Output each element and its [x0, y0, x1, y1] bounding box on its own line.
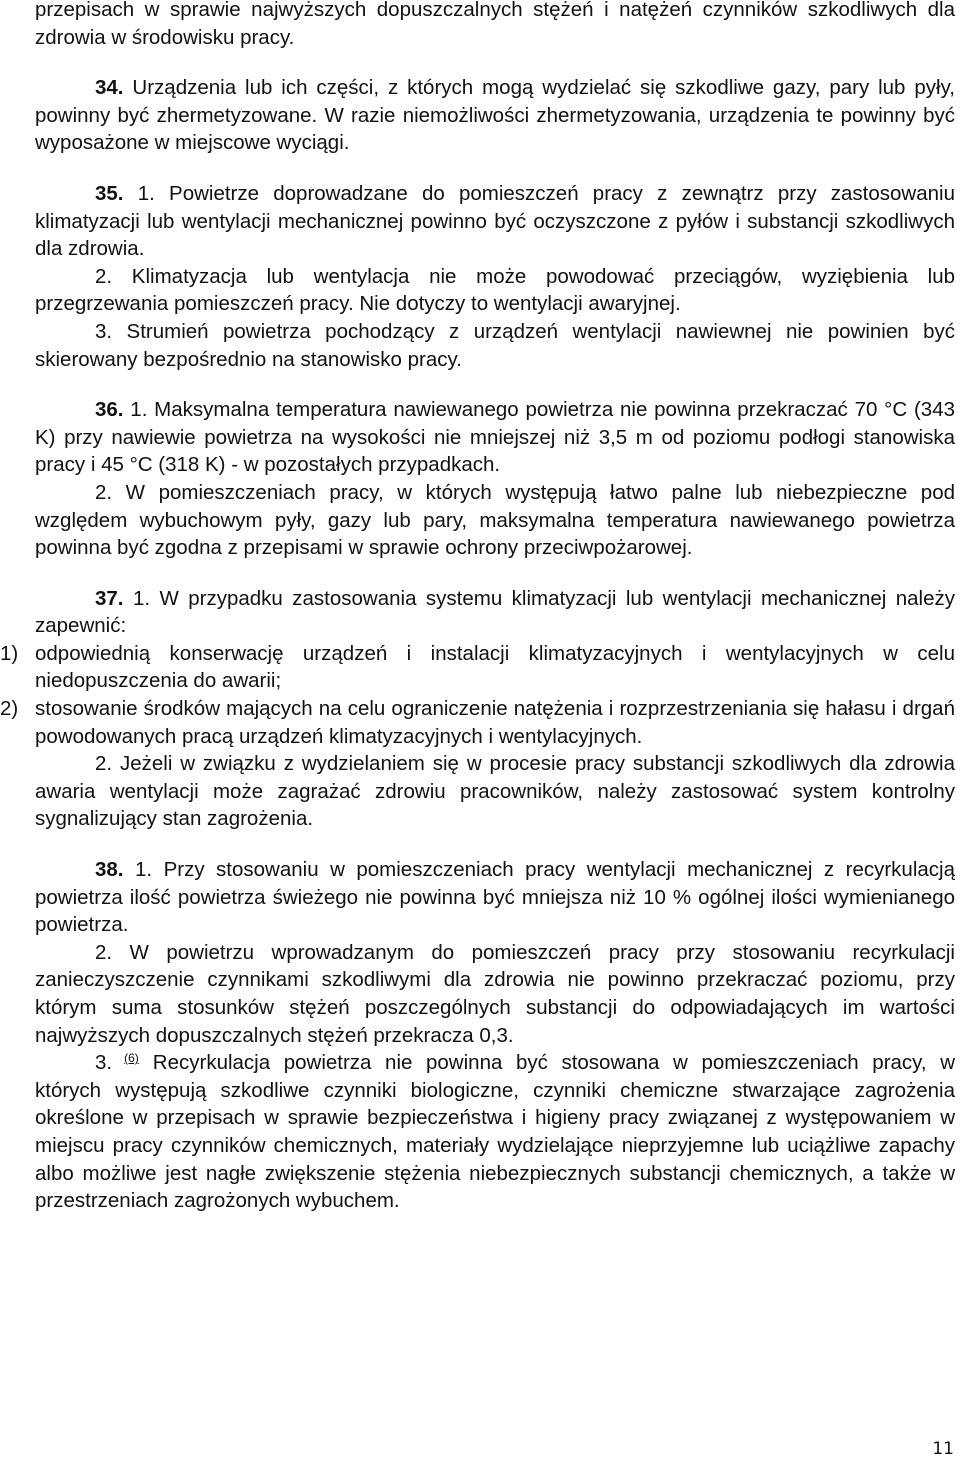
section-36-p1-text: 1. Maksymalna temperatura nawiewanego powietrza nie powinna przekraczać 70 °C (343 K) przy nawiewie powietrza na wysokości nie mniejszej niż 3,5 m od poziomu podłogi stanowiska pracy i 45 °C (318 K) - w pozostałych przypadkach.	[35, 398, 955, 477]
section-35-p2: 2. Klimatyzacja lub wentylacja nie może powodować przeciągów, wyziębienia lub przegrzewania pomieszczeń pracy. Nie dotyczy to wentylacji awaryjnej.	[35, 264, 955, 316]
section-36-number: 36.	[95, 398, 124, 422]
list-item	[0, 640, 955, 695]
section-36-p1	[35, 396, 955, 479]
section-38-p3	[35, 1049, 955, 1215]
section-38-p3-text: Recyrkulacja powietrza nie powinna być stosowana w pomieszczeniach pracy, w których występują szkodliwe czynniki biologiczne, czynniki chemiczne stwarzające zagrożenia określone w przepisach w sprawie bezpieczeństwa i higieny pracy związanej z występowaniem w miejscu pracy czynników chemicznych, materiały wydzielające nieprzyjemne lub uciążliwe zapachy albo możliwe jest nagłe zwiększenie stężenia niebezpiecznych substancji chemicznych, a także w przestrzeniach zagrożonych wybuchem.	[35, 1051, 955, 1213]
section-34	[35, 74, 955, 157]
list-item-text: odpowiednią konserwację urządzeń i instalacji klimatyzacyjnych i wentylacyjnych w celu niedopuszczenia do awarii;	[35, 641, 955, 693]
intro-fragment: przepisach w sprawie najwyższych dopuszczalnych stężeń i natężeń czynników szkodliwych dla zdrowia w środowisku pracy.	[35, 0, 955, 49]
list-marker: 1)	[0, 641, 19, 665]
section-35-p1	[35, 180, 955, 263]
section-34-text: Urządzenia lub ich części, z których mogą wydzielać się szkodliwe gazy, pary lub pyły, powinny być zhermetyzowane. W razie niemożliwości zhermetyzowania, urządzenia te powinny być wyposażone w miejscowe wyciągi.	[35, 76, 955, 155]
list-item-text: stosowanie środków mających na celu ograniczenie natężenia i rozprzestrzeniania się hałasu i drgań powodowanych pracą urządzeń klimatyzacyjnych i wentylacyjnych.	[35, 697, 955, 748]
section-38-p1	[35, 856, 955, 939]
footnote-reference[interactable]: (6)	[124, 1051, 139, 1066]
section-35-number: 35.	[95, 181, 124, 205]
section-37-p1	[35, 585, 955, 640]
section-37-number: 37.	[95, 586, 124, 610]
section-35-p1-text: 1. Powietrze doprowadzane do pomieszczeń pracy z zewnątrz przy zastosowaniu klimatyzacji lub wentylacji mechanicznej powinno być oczyszczone z pyłów i substancji szkodliwych dla zdrowia.	[35, 181, 955, 261]
section-37-p2: 2. Jeżeli w związku z wydzielaniem się w procesie pracy substancji szkodliwych dla zdrowia awaria wentylacji może zagrażać zdrowiu pracowników, należy zastosować system kontrolny sygnalizujący stan zagrożenia.	[35, 752, 955, 831]
list-item	[0, 695, 955, 750]
section-35-p3: 3. Strumień powietrza pochodzący z urządzeń wentylacji nawiewnej nie powinien być skierowany bezpośrednio na stanowisko pracy.	[35, 319, 955, 371]
section-34-number: 34.	[95, 76, 124, 100]
section-38-p1-text: 1. Przy stosowaniu w pomieszczeniach pracy wentylacji mechanicznej z recyrkulacją powietrza ilość powietrza świeżego nie powinna być mniejsza niż 10 % ogólnej ilości wymienianego powietrza.	[35, 858, 955, 937]
section-38-p2: 2. W powietrzu wprowadzanym do pomieszczeń pracy przy stosowaniu recyrkulacji zanieczyszczenie czynnikami szkodliwymi dla zdrowia nie powinno przekraczać poziomu, przy którym suma stosunków stężeń poszczególnych substancji do odpowiadających im wartości najwyższych dopuszczalnych stężeń przekracza 0,3.	[35, 940, 955, 1047]
section-37-p1-text: 1. W przypadku zastosowania systemu klimatyzacji lub wentylacji mechanicznej należy zapewnić:	[35, 586, 955, 638]
section-36-p2: 2. W pomieszczeniach pracy, w których występują łatwo palne lub niebezpieczne pod względem wybuchowym pyły, gazy lub pary, maksymalna temperatura nawiewanego powietrza powinna być zgodna z przepisami w sprawie ochrony przeciwpożarowej.	[35, 480, 955, 560]
section-38-p3-number: 3.	[95, 1051, 113, 1075]
section-38-number: 38.	[95, 858, 124, 882]
page-number: 11	[932, 1439, 954, 1459]
list-marker: 2)	[0, 697, 19, 721]
